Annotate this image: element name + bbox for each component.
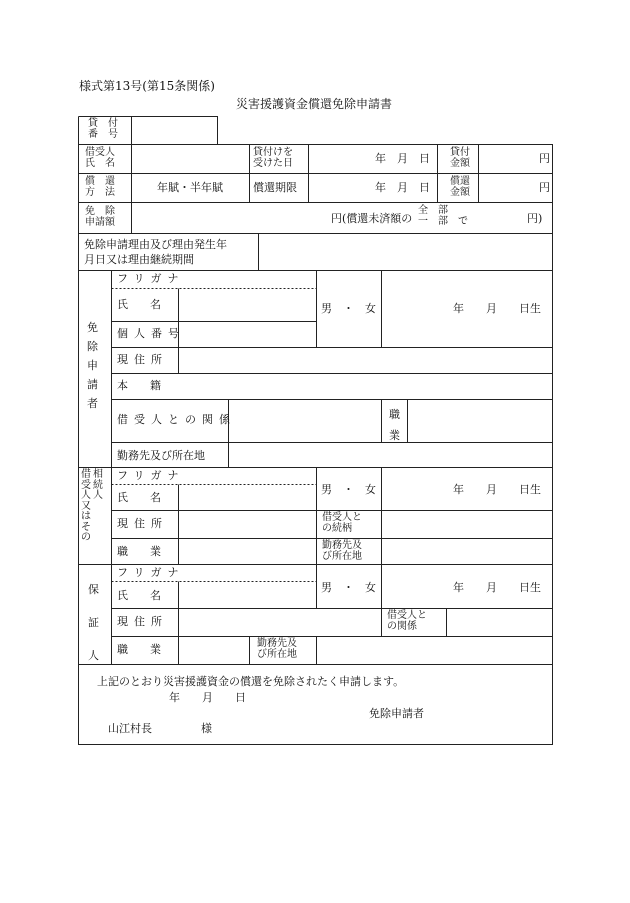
heir-sex: 男 ・ 女 <box>321 483 376 496</box>
loan-date-label: 貸付けを 受けた日 <box>253 147 293 169</box>
form-title: 災害援護資金償還免除申請書 <box>236 97 393 111</box>
exempt-amount-yen: 円) <box>527 212 543 225</box>
exempt-amount-note: 円(償還未済額の <box>331 212 413 225</box>
reason-label-line1: 免除申請理由及び理由発生年 <box>84 238 227 251</box>
applicant-birth: 年 月 日生 <box>453 302 541 315</box>
applicant-sex: 男 ・ 女 <box>321 302 376 315</box>
repay-method-value: 年賦・半年賦 <box>157 181 223 194</box>
heir-side-label: 相 続 人 借 受 人 又 は そ の <box>81 469 103 543</box>
application-date: 年 月 日 <box>169 691 246 704</box>
repay-deadline-label: 償還期限 <box>253 181 297 194</box>
applicant-side-label: 免 除 申 請 者 <box>87 321 98 410</box>
applicant-occupation-label: 職 業 <box>389 408 400 442</box>
form-number: 様式第13号(第15条関係) <box>79 79 215 93</box>
applicant-furigana-label: フリガナ <box>117 272 185 285</box>
heir-address-label: 現住所 <box>117 517 168 530</box>
applicant-personal-number-label: 個人番号 <box>117 327 185 340</box>
heir-birth: 年 月 日生 <box>453 483 541 496</box>
loan-amount-label: 貸付 金額 <box>450 147 470 169</box>
applicant-relation-label: 借受人との関係 <box>117 413 236 426</box>
applicant-signature-label: 免除申請者 <box>369 707 424 720</box>
repay-amount-label: 償還 金額 <box>450 176 470 198</box>
loan-amount-yen: 円 <box>539 152 550 165</box>
applicant-domicile-label: 本 籍 <box>117 379 161 392</box>
heir-occupation-label: 職 業 <box>117 545 161 558</box>
addressee-honorific: 様 <box>201 722 212 735</box>
applicant-name-label: 氏 名 <box>117 298 161 311</box>
guarantor-furigana-label: フリガナ <box>117 566 185 579</box>
guarantor-occupation-label: 職 業 <box>117 643 161 656</box>
heir-workplace-label: 勤務先及 び所在地 <box>322 540 362 562</box>
repay-deadline-value: 年 月 日 <box>375 181 430 194</box>
applicant-workplace-label: 勤務先及び所在地 <box>117 449 205 462</box>
loan-date-value: 年 月 日 <box>375 152 430 165</box>
guarantor-relation-label: 借受人と の関係 <box>387 610 427 632</box>
guarantor-birth: 年 月 日生 <box>453 581 541 594</box>
heir-furigana-label: フリガナ <box>117 469 185 482</box>
repay-amount-yen: 円 <box>539 181 550 194</box>
loan-number-label: 貸 付 番 号 <box>88 118 118 140</box>
reason-label-line2: 月日又は理由継続期間 <box>84 253 194 266</box>
guarantor-side-label: 保 証 人 <box>88 583 99 662</box>
guarantor-name-label: 氏 名 <box>117 589 161 602</box>
applicant-address-label: 現住所 <box>117 353 168 366</box>
application-statement: 上記のとおり災害援護資金の償還を免除されたく申請します。 <box>97 675 405 688</box>
guarantor-workplace-label: 勤務先及 び所在地 <box>257 638 297 660</box>
heir-relation-label: 借受人と の続柄 <box>322 512 362 534</box>
heir-name-label: 氏 名 <box>117 491 161 504</box>
borrower-name-label: 借受人 氏 名 <box>85 147 115 169</box>
addressee: 山江村長 <box>108 722 152 735</box>
repay-method-label: 償 還 方 法 <box>85 176 115 198</box>
exempt-amount-label: 免 除 申請額 <box>85 206 115 228</box>
guarantor-address-label: 現住所 <box>117 615 168 628</box>
exempt-scope: 全 部 一 部 で <box>418 205 468 227</box>
guarantor-sex: 男 ・ 女 <box>321 581 376 594</box>
